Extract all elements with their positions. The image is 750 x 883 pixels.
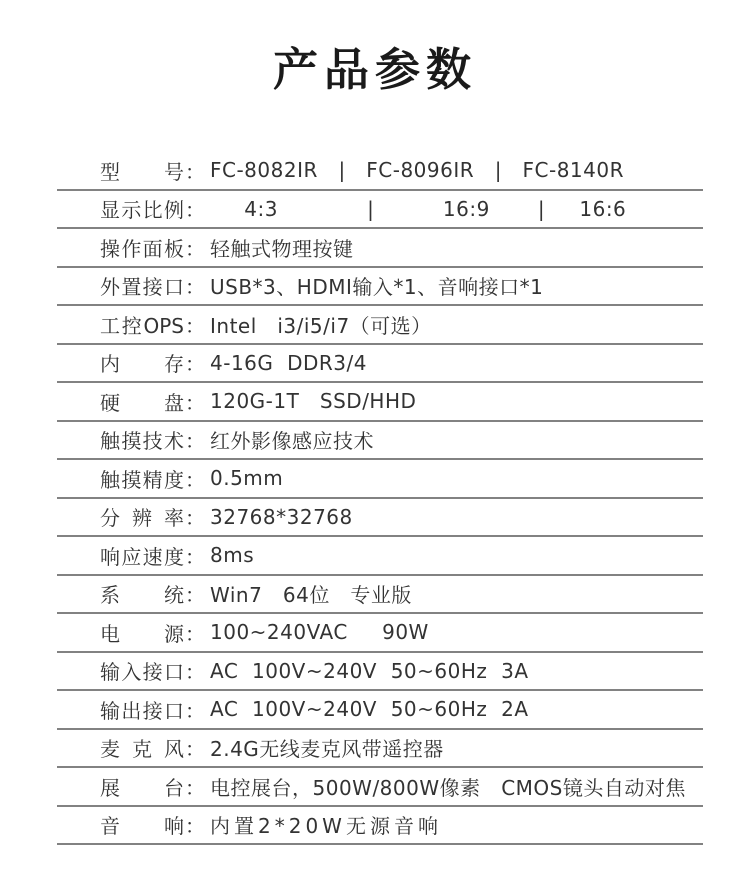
spec-row-touch-precision [57,460,703,499]
spec-label: 麦克风 [100,737,184,762]
spec-value: 2.4G无线麦克风带遥控器 [210,737,444,762]
spec-row-touch-technology [57,422,703,461]
spec-colon: ： [185,159,205,184]
spec-table [57,152,703,845]
spec-colon: ： [185,352,205,377]
spec-row-display-ratio [57,191,703,230]
spec-value: AC 100V~240V 50~60Hz 3A [210,658,529,683]
spec-row-response-speed [57,537,703,576]
spec-label: 响应速度 [100,544,184,569]
spec-label: 电源 [100,621,184,646]
spec-value: 120G-1T SSD/HHD [210,389,417,414]
spec-value: USB*3、HDMI输入*1、音响接口*1 [210,275,544,300]
spec-colon: ： [185,506,205,531]
spec-label: 显示比例 [100,198,184,223]
spec-label: 音响 [100,814,184,839]
spec-row-microphone [57,730,703,769]
spec-colon: ： [185,275,205,300]
spec-label: 触摸技术 [100,429,184,454]
spec-label: 展台 [100,775,184,800]
spec-colon: ： [185,429,205,454]
spec-label: 输入接口 [100,660,184,685]
spec-colon: ： [185,583,205,608]
spec-label: 分辨率 [100,506,184,531]
spec-row-resolution [57,499,703,538]
spec-colon: ： [185,313,205,338]
spec-row-power [57,614,703,653]
spec-label: 系统 [100,583,184,608]
spec-row-control-panel [57,229,703,268]
spec-value: 8ms [210,543,255,568]
spec-value: 4-16G DDR3/4 [210,350,367,375]
spec-label: 内存 [100,352,184,377]
spec-colon: ： [185,621,205,646]
spec-colon: ： [185,390,205,415]
spec-row-presenter-stand [57,768,703,807]
spec-colon: ： [185,544,205,569]
spec-value: 0.5mm [210,466,284,491]
spec-row-output-port [57,691,703,730]
spec-colon: ： [185,698,205,723]
spec-row-operating-system [57,576,703,615]
spec-label: 工控OPS [100,313,184,338]
spec-row-model [57,152,703,191]
page-title: 产品参数 [272,43,477,96]
spec-colon: ： [185,198,205,223]
spec-colon: ： [185,660,205,685]
spec-value: Intel i3/i5/i7（可选） [210,313,432,338]
spec-value: 4:3 | 16:9 | 16:6 [210,196,627,221]
spec-row-speaker [57,807,703,846]
spec-label: 触摸精度 [100,467,184,492]
spec-row-external-ports [57,268,703,307]
spec-colon: ： [185,737,205,762]
spec-colon: ： [185,814,205,839]
spec-value: AC 100V~240V 50~60Hz 2A [210,697,529,722]
spec-value: 轻触式物理按键 [210,236,354,261]
spec-value: Win7 64位 专业版 [210,583,412,608]
spec-value: FC-8082IR | FC-8096IR | FC-8140R [210,158,625,183]
spec-row-memory [57,345,703,384]
spec-value: 内置2*20W无源音响 [210,814,442,839]
spec-label: 外置接口 [100,275,184,300]
spec-value: 32768*32768 [210,504,353,529]
spec-label: 操作面板 [100,236,184,261]
spec-row-hard-disk [57,383,703,422]
spec-colon: ： [185,775,205,800]
spec-value: 电控展台，500W/800W像素 CMOS镜头自动对焦 [210,775,686,800]
spec-value: 红外影像感应技术 [210,429,374,454]
spec-row-input-port [57,653,703,692]
spec-colon: ： [185,467,205,492]
spec-value: 100~240VAC 90W [210,620,429,645]
spec-row-ops-computer [57,306,703,345]
spec-label: 输出接口 [100,698,184,723]
spec-colon: ： [185,236,205,261]
spec-label: 硬盘 [100,390,184,415]
spec-label: 型号 [100,159,184,184]
